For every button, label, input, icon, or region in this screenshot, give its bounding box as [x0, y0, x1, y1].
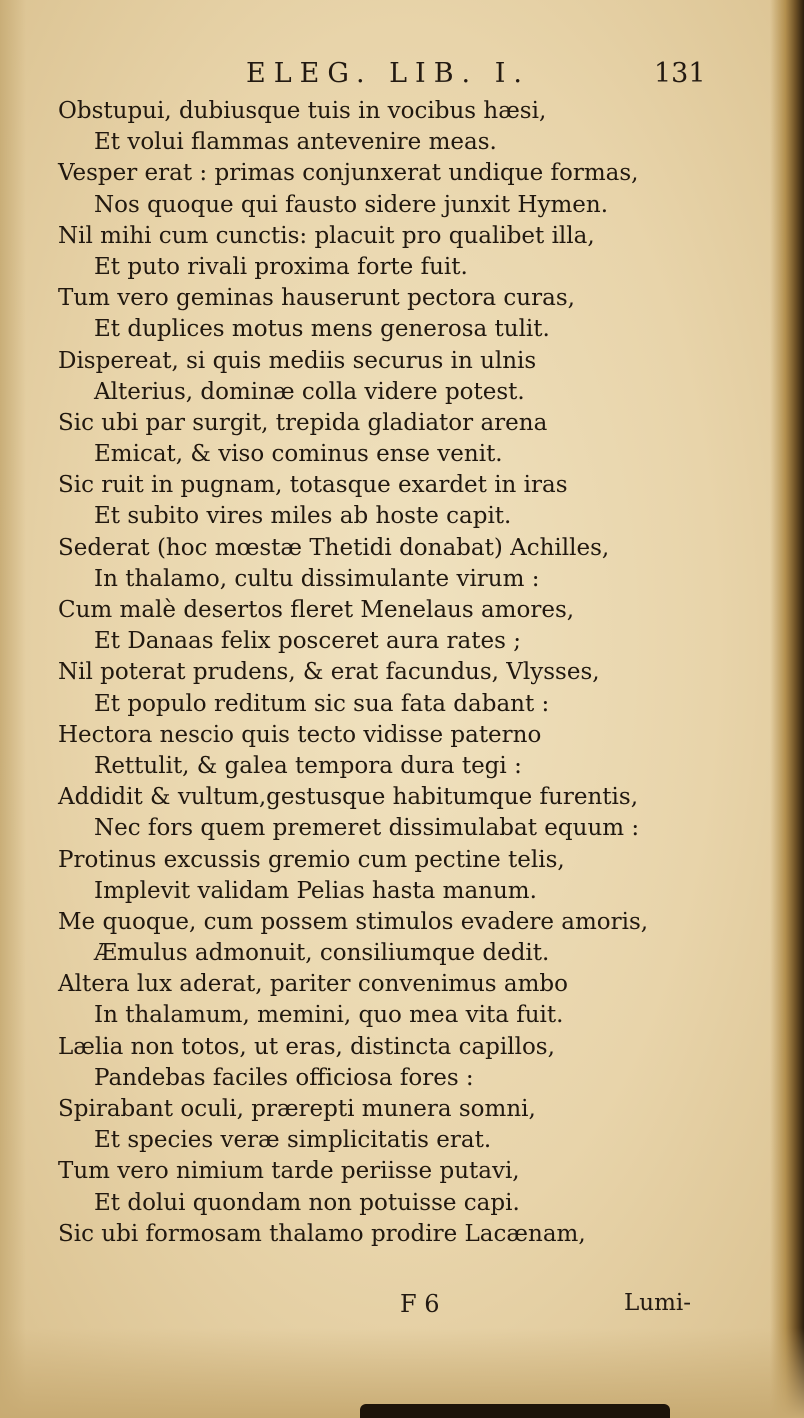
verse-line: Et Danaas felix posceret aura rates ;: [94, 628, 521, 655]
verse-line: Addidit & vultum,gestusque habitumque furentis,: [58, 784, 639, 811]
page-header: [0, 58, 804, 92]
verse-line: Dispereat, si quis mediis securus in ulnis: [58, 347, 537, 374]
verse-line: Tum vero nimium tarde periisse putavi,: [58, 1158, 520, 1185]
verse-line: Protinus excussis gremio cum pectine telis,: [58, 846, 565, 873]
verse-line: Nil poterat prudens, & erat facundus, Vlysses,: [58, 659, 600, 686]
verse-line: Rettulit, & galea tempora dura tegi :: [94, 752, 522, 779]
verse-line: Me quoque, cum possem stimulos evadere amoris,: [58, 908, 649, 935]
verse-line: Cum malè desertos fleret Menelaus amores,: [58, 597, 575, 623]
verse-line: Vesper erat : primas conjunxerat undique formas,: [58, 160, 639, 187]
verse-line: Et populo reditum sic sua fata dabant :: [94, 690, 550, 717]
running-title: ELEG. LIB. I.: [246, 58, 530, 89]
page-number: 131: [654, 58, 706, 89]
verse-line: Et puto rivali proxima forte fuit.: [94, 253, 468, 280]
binding-shadow: [360, 1404, 670, 1418]
page-gutter-edge: [770, 0, 804, 1418]
verse-line: In thalamo, cultu dissimulante virum :: [94, 565, 540, 592]
page-left-edge: [0, 0, 26, 1418]
poem-text: [58, 96, 748, 1250]
verse-line: Nil mihi cum cunctis: placuit pro qualibet illa,: [58, 222, 595, 249]
verse-line: Nec fors quem premeret dissimulabat equum :: [94, 815, 640, 842]
verse-line: Et duplices motus mens generosa tulit.: [94, 316, 550, 343]
verse-line: In thalamum, memini, quo mea vita fuit.: [94, 1002, 564, 1029]
verse-line: Lælia non totos, ut eras, distincta capillos,: [58, 1033, 555, 1060]
verse-line: Nos quoque qui fausto sidere junxit Hymen.: [94, 191, 609, 218]
verse-line: Obstupui, dubiusque tuis in vocibus hæsi,: [58, 98, 547, 124]
verse-line: Tum vero geminas hauserunt pectora curas,: [58, 285, 575, 312]
verse-line: Spirabant oculi, prærepti munera somni,: [58, 1096, 536, 1122]
catchword: Lumi-: [624, 1290, 692, 1316]
verse-line: Sic ubi formosam thalamo prodire Lacænam,: [58, 1220, 586, 1247]
verse-line: Sic ruit in pugnam, totasque exardet in iras: [58, 472, 568, 499]
verse-line: Et subito vires miles ab hoste capit.: [94, 503, 512, 530]
verse-line: Emicat, & viso cominus ense venit.: [94, 441, 503, 468]
verse-line: Altera lux aderat, pariter convenimus ambo: [58, 971, 568, 998]
verse-line: Et species veræ simplicitatis erat.: [94, 1127, 492, 1154]
signature-mark: F 6: [400, 1290, 440, 1318]
page-footer: [0, 1290, 804, 1324]
verse-line: Pandebas faciles officiosa fores :: [94, 1064, 474, 1091]
verse-line: Et dolui quondam non potuisse capi.: [94, 1189, 520, 1216]
verse-line: Implevit validam Pelias hasta manum.: [94, 877, 537, 904]
verse-line: Sederat (hoc mœstæ Thetidi donabat) Achilles,: [58, 534, 610, 561]
verse-line: Alterius, dominæ colla videre potest.: [94, 378, 525, 405]
verse-line: Sic ubi par surgit, trepida gladiator arena: [58, 409, 548, 436]
verse-line: Hectora nescio quis tecto vidisse paterno: [58, 721, 542, 748]
verse-line: Et volui flammas antevenire meas.: [94, 129, 497, 156]
verse-line: Æmulus admonuit, consiliumque dedit.: [94, 940, 550, 967]
